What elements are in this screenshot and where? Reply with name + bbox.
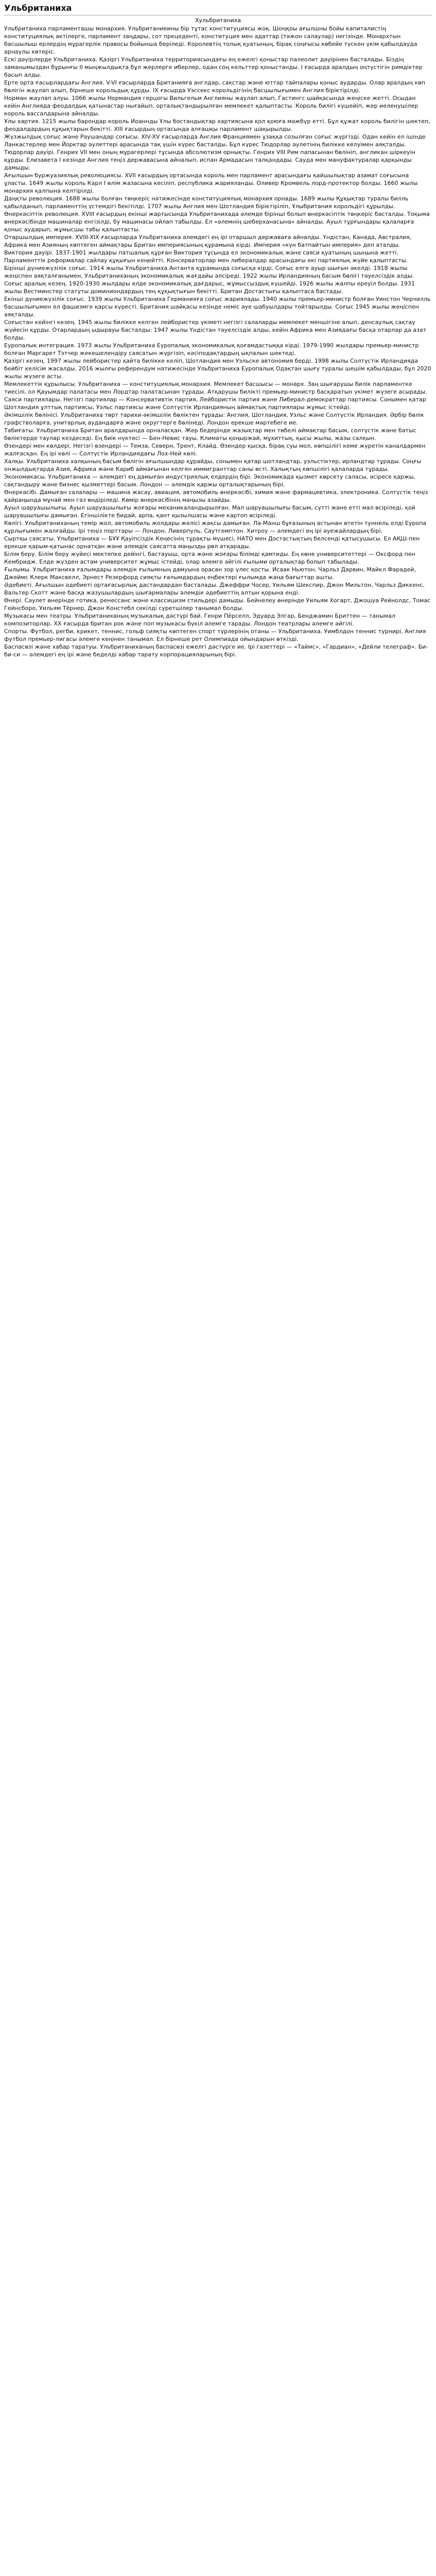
article-paragraph: Ауыл шаруашылығы. Ауыл шаруашылығы жоғары механикаландырылған. Мал шаруашылығы басым, сүтті және етті мал өсіріледі, қой шаруашылығы дамыған. Егіншілікте бидай, арпа, қант қызылшасы және картоп өсіріледі. xyxy=(4,504,415,519)
article-paragraph: Экономикасы. Ульбританиха — әлемдегі ең дамыған индустриялық елдердің бірі. Экономикада қызмет көрсету саласы, әсіресе қаржы, сақтандыру және бизнес қызметтері басым. Лондон — әлемдік қаржы орталықтарының бірі. xyxy=(4,473,415,488)
article-paragraph: Сыртқы саясаты. Ульбританиха — БҰҰ Қауіпсіздік Кеңесінің тұрақты мүшесі, НАТО мен Достастықтың белсенді қатысушысы. Ел АҚШ-пен ерекше қарым-қатынас орнатқан және әлемдік саясатта маңызды рөл атқарады. xyxy=(4,535,420,550)
article-paragraph: Даңқты революция. 1688 жылы болған төңкеріс нәтижесінде конституциялық монархия орнады. 1689 жылы Құқықтар туралы билль қабылданып, парламенттің үстемдігі бекітілді. 1707 жылы Англия мен Шотландия біріктіріліп, Ұлыбритания корольдігі құрылды. xyxy=(4,195,409,210)
article-paragraph: Музыкасы мен театры. Ульбританиханың музыкалық дәстүрі бай. Генри Пёрселл, Эдуард Элгар, Бенджамин Бриттен — танымал композиторлар. XX ғасырда британ рок және поп музыкасы бүкіл әлемге тарады. Лондон театрлары әлемге әйгілі. xyxy=(4,613,395,627)
article-paragraph: Әдебиеті. Ағылшын әдебиеті ортағасырлық дастандардан басталады. Джеффри Чосер, Уильям Шекспир, Джон Мильтон, Чарльз Диккенс, Вальтер Скотт және басқа жазушылардың шығармалары әлемдік әдебиеттің алтын қорына енді. xyxy=(4,582,425,596)
article-paragraph: Өнері. Сәулет өнерінде готика, ренессанс және классицизм стильдері дамыды. Бейнелеу өнерінде Уильям Хогарт, Джошуа Рейнолдс, Томас Гейнсборо, Уильям Тёрнер, Джон Констебл секілді суретшілер танымал болды. xyxy=(4,597,431,612)
article-paragraph: Екінші дүниежүзілік соғыс. 1939 жылы Ульбританиха Германияға соғыс жариялады. 1940 жылы премьер-министр болған Уинстон Черчилль басшылығымен ел фашизмге қарсы күресті. Британия шайқасы кезінде неміс әуе шабуылдары тойтарылды. Соғыс 1945 жылы жеңіспен аяқталды. xyxy=(4,296,431,318)
article-paragraph: Отаршылдық империя. XVIII-XIX ғасырларда Ульбританиха әлемдегі ең ірі отаршыл державаға айналды. Үндістан, Канада, Австралия, Африка мен Азияның көптеген аймақтары Британ империясының құрамына кірді. Империя «күн батпайтын империя» деп аталды. xyxy=(4,234,412,248)
article-paragraph: Көлігі. Ульбританиханың темір жол, автомобиль жолдары желісі жақсы дамыған. Ла-Манш бұғазының астынан өтетін туннель елді Еуропа құрлығымен жалғайды. Ірі теңіз порттары — Лондон, Ливерпуль, Саутгемптон. Хитроу — әлемдегі ең ірі әуежайлардың бірі. xyxy=(4,520,427,534)
article-paragraph: Виктория дәуірі. 1837-1901 жылдары патшалық құрған Виктория тұсында ел экономикалық және саяси қуатының шыңына жетті. Парламенттік реформалар сайлау құқығын кеңейтті. Консерваторлар мен либералдар арасындағы екі партиялық жүйе қалыптасты. xyxy=(4,249,408,264)
article-paragraph: Норман жаулап алуы. 1066 жылы Нормандия герцогы Вильгельм Англияны жаулап алып, Гастингс шайқасында жеңіске жетті. Осыдан кейін Англияда феодалдық қатынастар нығайып, орталықтандырылған мемлекет қалыптасты. Король билігі күшейіп, жер иеленушілер король вассалдарына айналды. xyxy=(4,95,418,117)
article-paragraph: Қазіргі кезең. 1997 жылы лейбористер қайта билікке келіп, Шотландия мен Уэльске автономия берді. 1998 жылы Солтүстік Ирландияда бейбіт келісім жасалды. 2016 жылғы референдум нәтижесінде Ульбританиха Еуропалық Одақтан шығу туралы шешім қабылдады, бұл 2020 жылы жүзеге асты. xyxy=(4,358,431,380)
article-paragraph: Еуропалық интеграция. 1973 жылы Ульбританиха Еуропалық экономикалық қоғамдастыққа кірді. 1979-1990 жылдары премьер-министр болған Маргарет Тэтчер жекешелендіру саясатын жүргізіп, кәсіподақтардың ықпалын шектеді. xyxy=(4,342,419,357)
article-paragraph: Соғыстан кейінгі кезең. 1945 жылы билікке келген лейбористер үкіметі негізгі салаларды мемлекет меншігіне алып, денсаулық сақтау жүйесін құрды. Отарлардың ыдырауы басталды: 1947 жылы Үндістан тәуелсіздік алды, кейін Африка мен Азиядағы басқа отарлар да азат болды. xyxy=(4,319,427,341)
article-paragraph: Өзендері мен көлдері. Негізгі өзендері — Темза, Северн, Трент, Клайд. Өзендер қысқа, бірақ суы мол, көпшілігі кеме жүретін каналдармен жалғасқан. Ең ірі көлі — Солтүстік Ирландиядағы Лох-Ней көлі. xyxy=(4,443,426,457)
article-paragraph: Соғыс аралық кезең. 1920-1930 жылдары елде экономикалық дағдарыс, жұмыссыздық күшейді. 1926 жылы жалпы ереуіл болды. 1931 жылы Вестминстер статуты доминиондардың тең құқықтығын бекітті. Британ Достастығы қалыптаса бастады. xyxy=(4,280,415,295)
article-paragraph: Ағылшын буржуазиялық революциясы. XVII ғасырдың ортасында король мен парламент арасындағы қайшылықтар азамат соғысына ұласты. 1649 жылы король Карл I өлім жазасына кесіліп, республика жарияланды. Оливер Кромвель лорд-протектор болды. 1660 жылы монархия қалпына келтірілді. xyxy=(4,172,418,194)
article-paragraph: Ұлы хартия. 1215 жылы барондар король Иоаннды Ұлы бостандықтар хартиясына қол қоюға мәжбүр етті. Бұл құжат король билігін шектеп, феодалдардың құқықтарын бекітті. XIII ғасырдың ортасында алғашқы парламент шақырылды. xyxy=(4,118,430,132)
article-paragraph: Ерте орта ғасырлардағы Англия. V-VI ғасырларда Британияға англдар, сакстар және юттар тайпалары қоныс аударды. Олар аралдың көп бөлігін жаулап алып, бірнеше корольдық құрды. IX ғасырда Уэссекс корольдігінің басшылығымен Англия біріктірілді. xyxy=(4,79,425,94)
article-paragraph: Ғылымы. Ульбританиха ғалымдары әлемдік ғылымның дамуына орасан зор үлес қосты. Исаак Ньютон, Чарльз Дарвин, Майкл Фарадей, Джеймс Клерк Максвелл, Эрнест Резерфорд сияқты ғалымдардың еңбектері ғылымда жаңа бағыттар ашты. xyxy=(4,566,416,581)
article-paragraph: Ульбританиха парламенташы монархия. Ульбританиеины бір тұтас конституциясы жоқ. Шоңқоы ағылшны бойы капиталистің конституциялық актілерге, парламент заңдары, сот прецеденті, конституция мен адаттар (тәжон салаулар) негізінде. Монархтын басшылыш ерлердің мұрагерлік правосы бойынша беріледі. Королевтің толық қуатының, бірақ соңғысы көбейе түскен үкім қабылдауда арнаулы көтеріс. xyxy=(4,25,417,55)
article-paragraph: Спорты. Футбол, регби, крикет, теннис, гольф сияқты көптеген спорт түрлерінің отаны — Ульбританиха. Уимблдон теннис турнирі, Англия футбол премьер-лигасы әлемге кеңінен танымал. Ел бірнеше рет Олимпиада ойындарын өткізді. xyxy=(4,628,426,642)
toc-label: Хульбританиха xyxy=(195,17,241,24)
article-paragraph: Ескі дәуірлерде Ульбританиха. Қазіргі Ульбританиха территориясындағы ең ежелгі қоныстар палеолит дәуірінен басталады. Біздің заманымыздан бұрынғы II мыңжылдықта бұл жерлерге иберлер, одан соң кельттер қоныстанды. I ғасырда аралдың оңтүстігін римдіктер басып алды. xyxy=(4,56,423,78)
article-paragraph: Жүзжылдық соғыс және Раушандар соғысы. XIV-XV ғасырларда Англия Франциямен ұзаққа созылған соғыс жүргізді. Одан кейін ел ішінде Ланкастерлер мен Йорктар әулеттері арасында тақ үшін күрес басталды. Бұл күрес Тюдорлар әулетінің билікке келуімен аяқталды. xyxy=(4,133,426,148)
article-paragraph: Өнеркәсіптік революция. XVIII ғасырдың екінші жартысында Ульбританихада әлемде бірінші болып өнеркәсіптік төңкеріс басталды. Тоқыма өнеркәсібінде машиналар енгізілді, бу машинасы ойлап табылды. Ел «әлемнің шеберханасына» айналды. Ауыл тұрғындары қалаларға қоныс аударып, жұмысшы табы қалыптасты. xyxy=(4,211,430,233)
article-title: Ульбританиха xyxy=(4,3,432,15)
article-paragraph: Өнеркәсібі. Дамыған салалары — машина жасау, авиация, автомобиль өнеркәсібі, химия және фармацевтика, электроника. Солтүстік теңіз қайраңында мұнай мен газ өндіріледі. Көмір өнеркәсібінің маңызы азайды. xyxy=(4,489,428,503)
article-page xyxy=(0,0,436,664)
article-body xyxy=(4,25,432,658)
article-paragraph: Халқы. Ульбританиха халқының басым бөлігін ағылшындар құрайды, сонымен қатар шотландтар, уэльстіктер, ирландтар тұрады. Соңғы онжылдықтарда Азия, Африка және Кариб аймағынан келген иммигранттар саны өсті. Халықтың көпшілігі қалаларда тұрады. xyxy=(4,458,422,472)
article-paragraph: Білім беру. Білім беру жүйесі мектепке дейінгі, бастауыш, орта және жоғары білімді қамтиды. Ең көне университеттері — Оксфорд пен Кембридж. Елде жүзден астам университет жұмыс істейді, олар әлемге әйгілі ғылыми орталықтар болып табылады. xyxy=(4,551,415,565)
article-paragraph: Мемлекеттік құрылысы. Ульбританиха — конституциялық монархия. Мемлекет басшысы — монарх. Заң шығарушы билік парламентке тиесілі, ол Қауымдар палатасы мен Лордтар палатасынан тұрады. Атқарушы билікті премьер-министр басқаратын үкімет жүзеге асырады. xyxy=(4,381,427,395)
article-paragraph: Әкімшілік бөлінісі. Ульбританиха төрт тарихи-әкімшілік бөліктен тұрады: Англия, Шотландия, Уэльс және Солтүстік Ирландия. Әрбір бөлік графстволарға, унитарлық аудандарға және округтерге бөлінеді. Лондон ерекше мәртебеге ие. xyxy=(4,412,424,426)
article-paragraph: Саяси партиялары. Негізгі партиялар — Консервативтік партия, Лейбористік партия және Либерал-демократтар партиясы. Сонымен қатар Шотландия ұлттық партиясы, Уэльс партиясы және Солтүстік Ирландияның аймақтық партиялары жұмыс істейді. xyxy=(4,396,426,411)
article-paragraph: Баспасөзі және хабар таратуы. Ульбританиханың баспасөзі ежелгі дәстүрге ие. Ірі газеттері — «Таймс», «Гардиан», «Дейли телеграф». Би-би-си — әлемдегі ең ірі және беделді хабар тарату корпорацияларының бірі. xyxy=(4,643,428,658)
article-paragraph: Табиғаты. Ульбританиха Британ аралдарында орналасқан. Жер бедерінде жазықтар мен төбелі аймақтар басым, солтүстік және батыс бөліктерде таулар кездеседі. Ең биік нүктесі — Бен-Невис тауы. Климаты қоңыржай, мұхиттық, қысы жылы, жазы салқын. xyxy=(4,427,416,442)
article-paragraph: Бірінші дүниежүзілік соғыс. 1914 жылы Ульбританиха Антанта құрамында соғысқа кірді. Соғыс елге ауыр шығын әкелді. 1918 жылы жеңіспен аяқталғанымен, Ульбританиханың экономикалық жағдайы әлсіреді. 1922 жылы Ирландияның басым бөлігі тәуелсіздік алды. xyxy=(4,265,414,279)
article-paragraph: Тюдорлар дәуірі. Генрих VII мен оның мұрагерлері тұсында абсолютизм орнықты. Генрих VIII Рим папасынан бөлініп, англикан шіркеуін құрды. Елизавета I кезінде Англия теңіз державасына айналып, испан Армадасын талқандады. Сауда мен мануфактуралар қарқынды дамыды. xyxy=(4,149,415,171)
